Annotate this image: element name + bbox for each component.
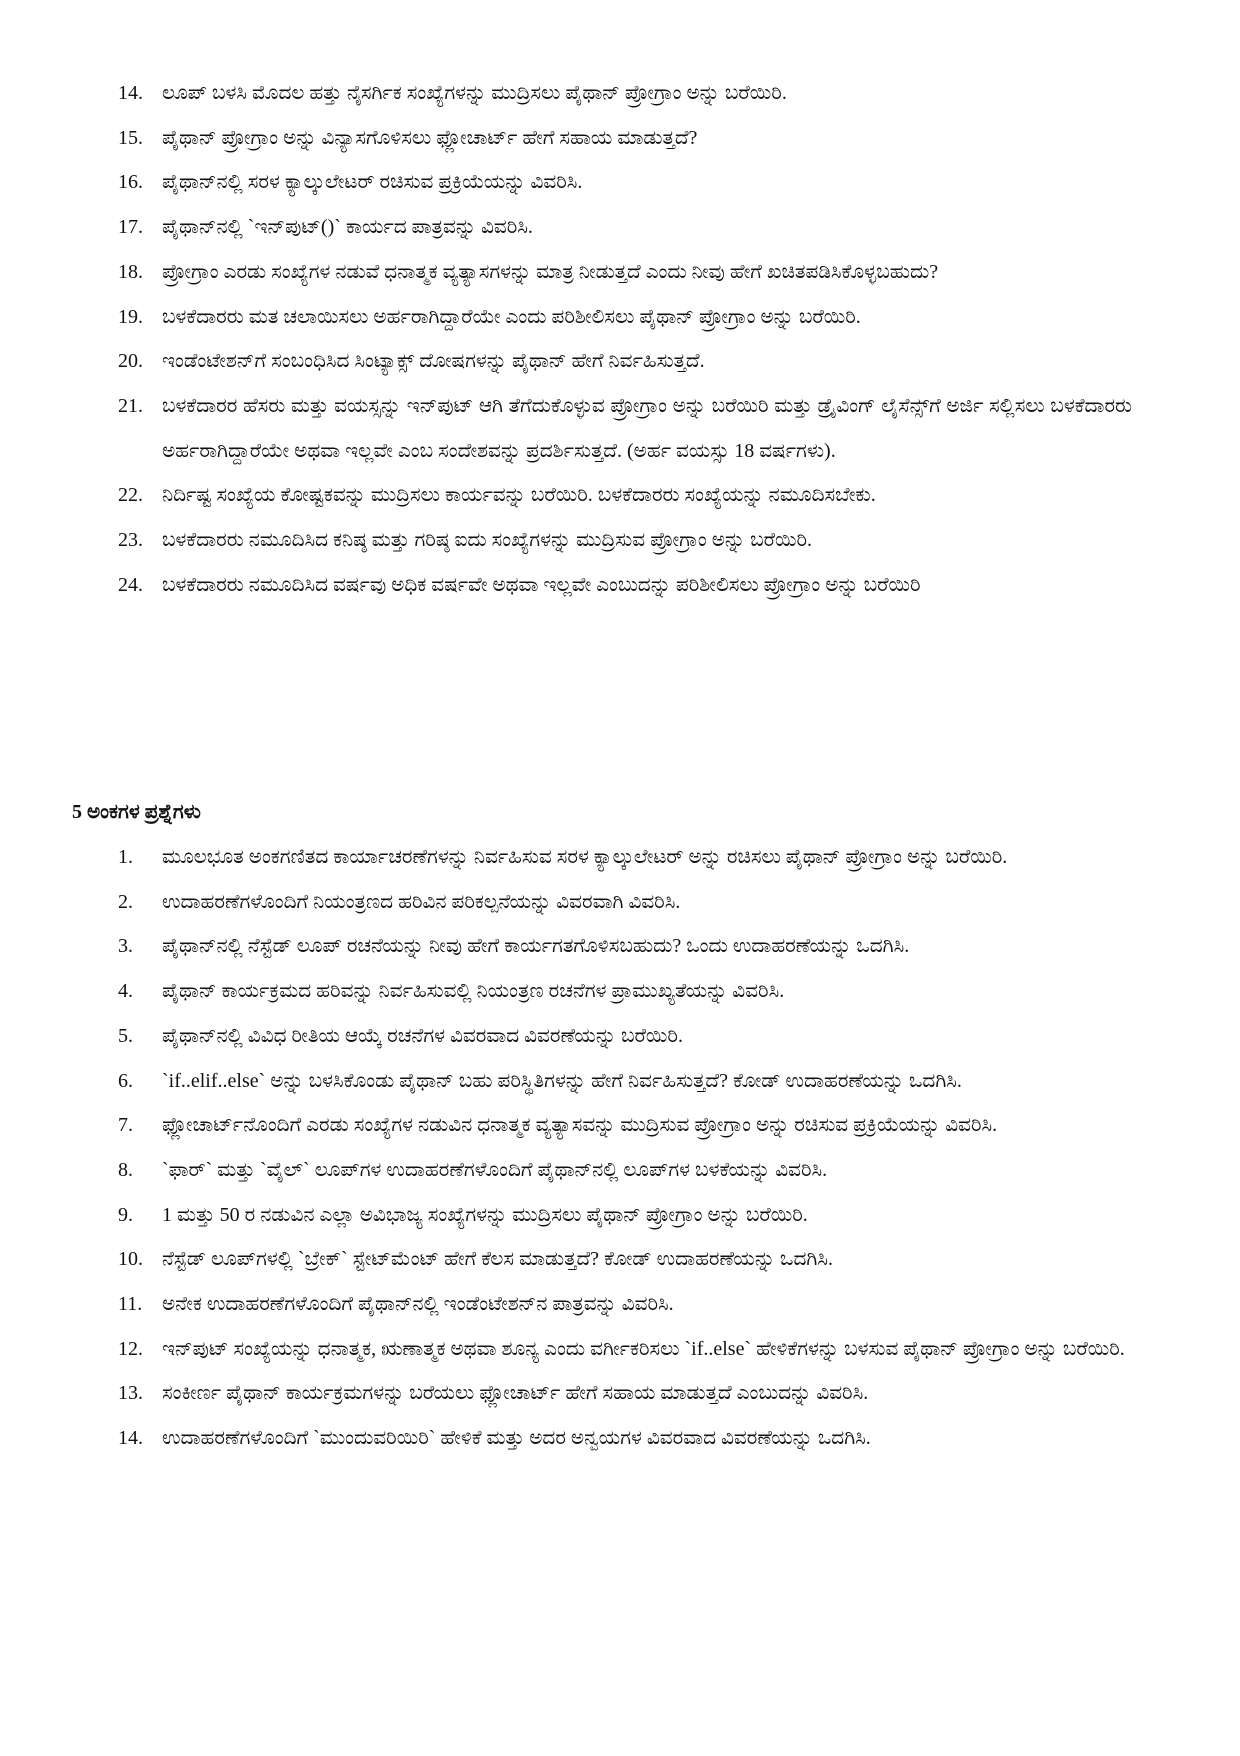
- question-number: 23.: [118, 529, 143, 552]
- question-list-5-marks: [118, 835, 1132, 1461]
- question-number: 6.: [118, 1069, 133, 1092]
- question-number: 1.: [118, 846, 133, 868]
- question-number: 17.: [118, 216, 143, 239]
- question-text: ಉದಾಹರಣೆಗಳೊಂದಿಗೆ `ಮುಂದುವರಿಯಿರಿ` ಹೇಳಿಕೆ ಮತ್ತು ಅದರ ಅನ್ವಯಗಳ ವಿವರವಾದ ವಿವರಣೆಯನ್ನು ಒದಗಿಸಿ.: [162, 1427, 871, 1450]
- question-item: [118, 1103, 1132, 1148]
- question-item: [118, 1282, 1132, 1327]
- question-list-3-marks: [118, 71, 1132, 607]
- question-item: [118, 339, 1132, 384]
- question-item: [118, 473, 1132, 518]
- question-number: 5.: [118, 1024, 133, 1047]
- question-text: ನೆಸ್ಟೆಡ್ ಲೂಪ್‌ಗಳಲ್ಲಿ `ಬ್ರೇಕ್` ಸ್ಟೇಟ್‌ಮೆಂಟ್ ಹೇಗೆ ಕೆಲಸ ಮಾಡುತ್ತದೆ? ಕೋಡ್ ಉದಾಹರಣೆಯನ್ನು ಒದಗಿಸಿ.: [162, 1248, 833, 1271]
- question-text: 1 ಮತ್ತು 50 ರ ನಡುವಿನ ಎಲ್ಲಾ ಅವಿಭಾಜ್ಯ ಸಂಖ್ಯೆಗಳನ್ನು ಮುದ್ರಿಸಲು ಪೈಥಾನ್ ಪ್ರೋಗ್ರಾಂ ಅನ್ನು ಬರೆಯಿರಿ.: [162, 1203, 808, 1226]
- question-number: 14.: [118, 1427, 143, 1450]
- question-text: ಪೈಥಾನ್‌ನಲ್ಲಿ ಸರಳ ಕ್ಯಾಲ್ಕುಲೇಟರ್ ರಚಿಸುವ ಪ್ರಕ್ರಿಯೆಯನ್ನು ವಿವರಿಸಿ.: [162, 171, 583, 194]
- question-item: [118, 295, 1132, 340]
- question-item: [118, 1059, 1132, 1104]
- question-text: ಅನೇಕ ಉದಾಹರಣೆಗಳೊಂದಿಗೆ ಪೈಥಾನ್‌ನಲ್ಲಿ ಇಂಡೆಂಟೇಶನ್‌ನ ಪಾತ್ರವನ್ನು ವಿವರಿಸಿ.: [162, 1293, 674, 1316]
- question-item: [118, 71, 1132, 116]
- question-text: ಬಳಕೆದಾರರ ಹೆಸರು ಮತ್ತು ವಯಸ್ಸನ್ನು ಇನ್‌ಪುಟ್ ಆಗಿ ತೆಗೆದುಕೊಳ್ಳುವ ಪ್ರೋಗ್ರಾಂ ಅನ್ನು ಬರೆಯಿರಿ ಮತ್ತು ಡ್ರೈವಿಂಗ್ ಲೈಸೆನ್ಸ್‌ಗೆ ಅರ್ಜಿ ಸಲ್ಲಿಸಲು ಬಳಕೆದಾರರು ಅರ್ಹರಾಗಿದ್ದಾರೆಯೇ ಅಥವಾ ಇಲ್ಲವೇ ಎಂಬ ಸಂದೇಶವನ್ನು ಪ್ರದರ್ಶಿಸುತ್ತದೆ. (ಅರ್ಹ ವಯಸ್ಸು 18 ವರ್ಷಗಳು).: [162, 394, 1132, 462]
- question-number: 24.: [118, 573, 143, 596]
- question-number: 20.: [118, 350, 143, 373]
- question-text: ಇನ್‌ಪುಟ್ ಸಂಖ್ಯೆಯನ್ನು ಧನಾತ್ಮಕ, ಋಣಾತ್ಮಕ ಅಥವಾ ಶೂನ್ಯ ಎಂದು ವರ್ಗೀಕರಿಸಲು `if..else` ಹೇಳಿಕೆಗಳನ್ನು ಬಳಸುವ ಪೈಥಾನ್ ಪ್ರೋಗ್ರಾಂ ಅನ್ನು ಬರೆಯಿರಿ.: [162, 1337, 1125, 1360]
- question-item: [118, 205, 1132, 250]
- question-text: ಸಂಕೀರ್ಣ ಪೈಥಾನ್ ಕಾರ್ಯಕ್ರಮಗಳನ್ನು ಬರೆಯಲು ಫ್ಲೋಚಾರ್ಟ್ ಹೇಗೆ ಸಹಾಯ ಮಾಡುತ್ತದೆ ಎಂಬುದನ್ನು ವಿವರಿಸಿ.: [162, 1382, 869, 1405]
- question-text: ಪೈಥಾನ್ ಪ್ರೋಗ್ರಾಂ ಅನ್ನು ವಿನ್ಯಾಸಗೊಳಿಸಲು ಫ್ಲೋಚಾರ್ಟ್ ಹೇಗೆ ಸಹಾಯ ಮಾಡುತ್ತದೆ?: [162, 126, 698, 149]
- question-number: 14.: [118, 82, 143, 104]
- question-text: ಪೈಥಾನ್‌ನಲ್ಲಿ ವಿವಿಧ ರೀತಿಯ ಆಯ್ಕೆ ರಚನೆಗಳ ವಿವರವಾದ ವಿವರಣೆಯನ್ನು ಬರೆಯಿರಿ.: [162, 1024, 683, 1047]
- question-item: [118, 924, 1132, 969]
- question-item: [118, 1327, 1132, 1372]
- question-text: ಫ್ಲೋಚಾರ್ಟ್‌ನೊಂದಿಗೆ ಎರಡು ಸಂಖ್ಯೆಗಳ ನಡುವಿನ ಧನಾತ್ಮಕ ವ್ಯತ್ಯಾಸವನ್ನು ಮುದ್ರಿಸುವ ಪ್ರೋಗ್ರಾಂ ಅನ್ನು ರಚಿಸುವ ಪ್ರಕ್ರಿಯೆಯನ್ನು ವಿವರಿಸಿ.: [162, 1114, 998, 1137]
- question-number: 7.: [118, 1114, 133, 1137]
- question-text: `if..elif..else` ಅನ್ನು ಬಳಸಿಕೊಂಡು ಪೈಥಾನ್ ಬಹು ಪರಿಸ್ಥಿತಿಗಳನ್ನು ಹೇಗೆ ನಿರ್ವಹಿಸುತ್ತದೆ? ಕೋಡ್ ಉದಾಹರಣೆಯನ್ನು ಒದಗಿಸಿ.: [162, 1069, 962, 1092]
- question-number: 15.: [118, 126, 143, 149]
- question-item: [118, 384, 1132, 473]
- question-number: 3.: [118, 935, 133, 958]
- question-text: ಇಂಡೆಂಟೇಶನ್‌ಗೆ ಸಂಬಂಧಿಸಿದ ಸಿಂಟ್ಯಾಕ್ಸ್ ದೋಷಗಳನ್ನು ಪೈಥಾನ್ ಹೇಗೆ ನಿರ್ವಹಿಸುತ್ತದೆ.: [162, 350, 705, 373]
- question-text: ಮೂಲಭೂತ ಅಂಕಗಣಿತದ ಕಾರ್ಯಾಚರಣೆಗಳನ್ನು ನಿರ್ವಹಿಸುವ ಸರಳ ಕ್ಯಾಲ್ಕುಲೇಟರ್ ಅನ್ನು ರಚಿಸಲು ಪೈಥಾನ್ ಪ್ರೋಗ್ರಾಂ ಅನ್ನು ಬರೆಯಿರಿ.: [162, 846, 1008, 868]
- question-text: ಲೂಪ್ ಬಳಸಿ ಮೊದಲ ಹತ್ತು ನೈಸರ್ಗಿಕ ಸಂಖ್ಯೆಗಳನ್ನು ಮುದ್ರಿಸಲು ಪೈಥಾನ್ ಪ್ರೋಗ್ರಾಂ ಅನ್ನು ಬರೆಯಿರಿ.: [162, 82, 787, 104]
- question-number: 22.: [118, 484, 143, 507]
- question-number: 10.: [118, 1248, 143, 1271]
- question-number: 18.: [118, 260, 143, 283]
- question-item: [118, 1148, 1132, 1193]
- question-item: [118, 1416, 1132, 1461]
- question-item: [118, 160, 1132, 205]
- question-item: [118, 880, 1132, 925]
- question-item: [118, 1371, 1132, 1416]
- question-text: ನಿರ್ದಿಷ್ಟ ಸಂಖ್ಯೆಯ ಕೋಷ್ಟಕವನ್ನು ಮುದ್ರಿಸಲು ಕಾರ್ಯವನ್ನು ಬರೆಯಿರಿ. ಬಳಕೆದಾರರು ಸಂಖ್ಯೆಯನ್ನು ನಮೂದಿಸಬೇಕು.: [162, 484, 876, 507]
- question-item: [118, 116, 1132, 161]
- question-item: [118, 563, 1132, 608]
- question-item: [118, 835, 1132, 880]
- question-text: ಪೈಥಾನ್‌ನಲ್ಲಿ ನೆಸ್ಟೆಡ್ ಲೂಪ್ ರಚನೆಯನ್ನು ನೀವು ಹೇಗೆ ಕಾರ್ಯಗತಗೊಳಿಸಬಹುದು? ಒಂದು ಉದಾಹರಣೆಯನ್ನು ಒದಗಿಸಿ.: [162, 935, 910, 958]
- section-heading: 5 ಅಂಕಗಳ ಪ್ರಶ್ನೆಗಳು: [72, 801, 201, 823]
- question-text: ಬಳಕೆದಾರರು ನಮೂದಿಸಿದ ವರ್ಷವು ಅಧಿಕ ವರ್ಷವೇ ಅಥವಾ ಇಲ್ಲವೇ ಎಂಬುದನ್ನು ಪರಿಶೀಲಿಸಲು ಪ್ರೋಗ್ರಾಂ ಅನ್ನು ಬರೆಯಿರಿ: [162, 573, 921, 596]
- question-number: 9.: [118, 1203, 133, 1226]
- question-text: ಬಳಕೆದಾರರು ಮತ ಚಲಾಯಿಸಲು ಅರ್ಹರಾಗಿದ್ದಾರೆಯೇ ಎಂದು ಪರಿಶೀಲಿಸಲು ಪೈಥಾನ್ ಪ್ರೋಗ್ರಾಂ ಅನ್ನು ಬರೆಯಿರಿ.: [162, 305, 861, 328]
- question-item: [118, 518, 1132, 563]
- question-number: 8.: [118, 1158, 133, 1181]
- question-text: ಬಳಕೆದಾರರು ನಮೂದಿಸಿದ ಕನಿಷ್ಠ ಮತ್ತು ಗರಿಷ್ಠ ಐದು ಸಂಖ್ಯೆಗಳನ್ನು ಮುದ್ರಿಸುವ ಪ್ರೋಗ್ರಾಂ ಅನ್ನು ಬರೆಯಿರಿ.: [162, 529, 813, 552]
- question-number: 21.: [118, 394, 143, 417]
- question-number: 12.: [118, 1337, 143, 1360]
- question-item: [118, 1193, 1132, 1238]
- question-number: 11.: [118, 1293, 143, 1316]
- question-text: ಪೈಥಾನ್ ಕಾರ್ಯಕ್ರಮದ ಹರಿವನ್ನು ನಿರ್ವಹಿಸುವಲ್ಲಿ ನಿಯಂತ್ರಣ ರಚನೆಗಳ ಪ್ರಾಮುಖ್ಯತೆಯನ್ನು ವಿವರಿಸಿ.: [162, 980, 785, 1003]
- question-number: 4.: [118, 980, 133, 1003]
- question-item: [118, 250, 1132, 295]
- question-item: [118, 1014, 1132, 1059]
- question-item: [118, 1237, 1132, 1282]
- question-text: ಪ್ರೋಗ್ರಾಂ ಎರಡು ಸಂಖ್ಯೆಗಳ ನಡುವೆ ಧನಾತ್ಮಕ ವ್ಯತ್ಯಾಸಗಳನ್ನು ಮಾತ್ರ ನೀಡುತ್ತದೆ ಎಂದು ನೀವು ಹೇಗೆ ಖಚಿತಪಡಿಸಿಕೊಳ್ಳಬಹುದು?: [162, 260, 939, 283]
- question-number: 13.: [118, 1382, 143, 1405]
- question-number: 16.: [118, 171, 143, 194]
- question-number: 2.: [118, 890, 133, 913]
- question-number: 19.: [118, 305, 143, 328]
- question-item: [118, 969, 1132, 1014]
- question-text: ಪೈಥಾನ್‌ನಲ್ಲಿ `ಇನ್‌ಪುಟ್()` ಕಾರ್ಯದ ಪಾತ್ರವನ್ನು ವಿವರಿಸಿ.: [162, 216, 533, 239]
- question-text: `ಫಾರ್` ಮತ್ತು `ವೈಲ್` ಲೂಪ್‌ಗಳ ಉದಾಹರಣೆಗಳೊಂದಿಗೆ ಪೈಥಾನ್‌ನಲ್ಲಿ ಲೂಪ್‌ಗಳ ಬಳಕೆಯನ್ನು ವಿವರಿಸಿ.: [162, 1158, 828, 1181]
- question-text: ಉದಾಹರಣೆಗಳೊಂದಿಗೆ ನಿಯಂತ್ರಣದ ಹರಿವಿನ ಪರಿಕಲ್ಪನೆಯನ್ನು ವಿವರವಾಗಿ ವಿವರಿಸಿ.: [162, 890, 681, 913]
